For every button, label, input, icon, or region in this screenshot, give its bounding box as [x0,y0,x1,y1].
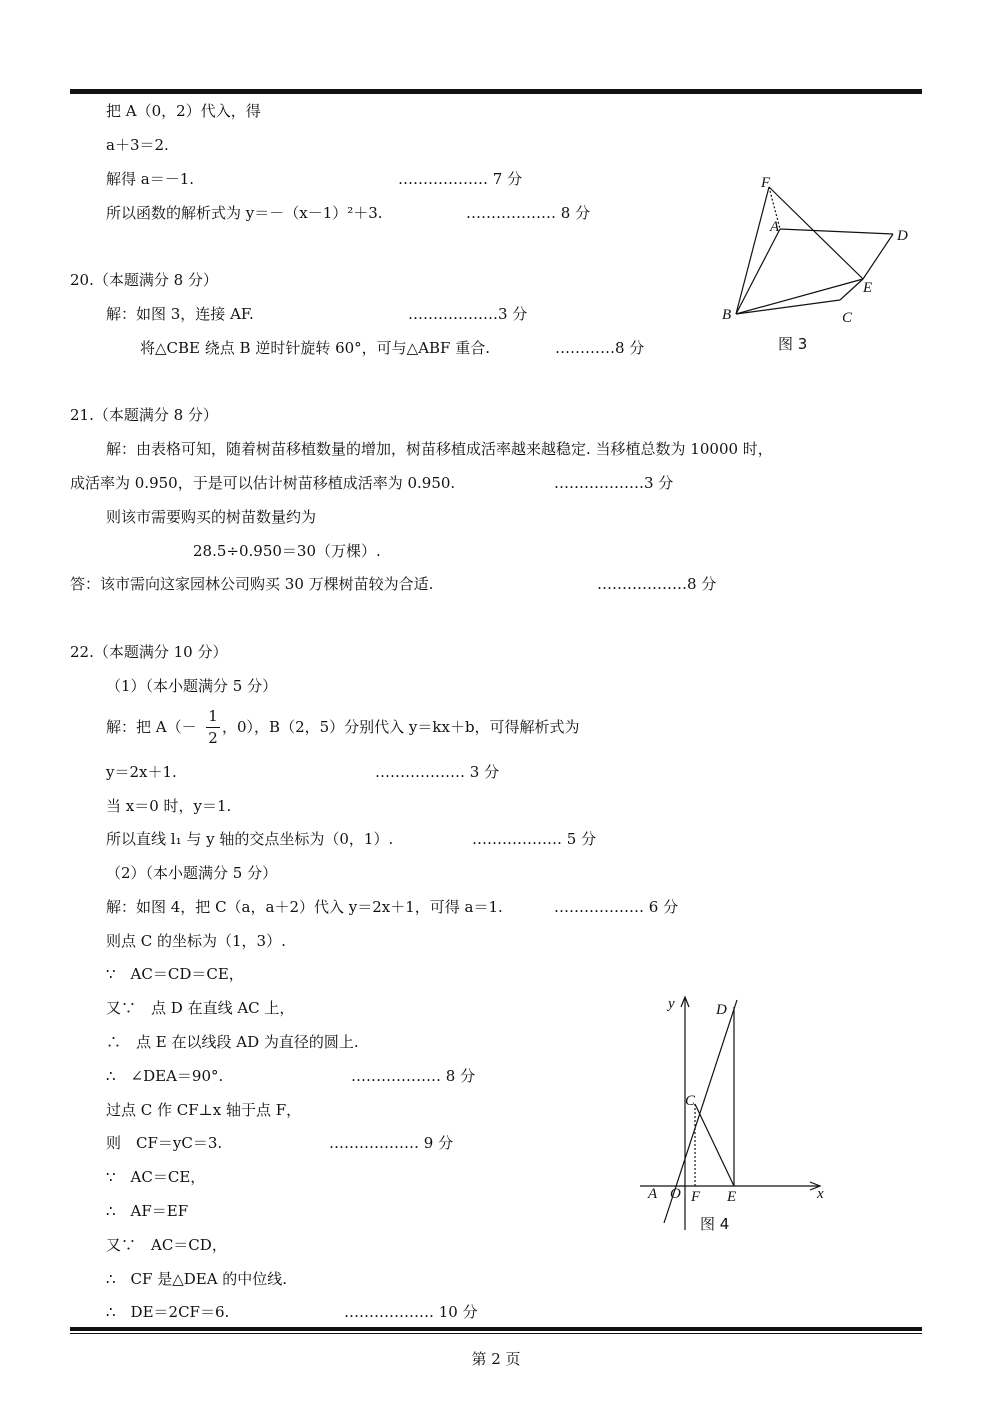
fraction-bar [206,727,220,728]
label-x: x [817,1186,824,1202]
text-line: 答：该市需向这家园林公司购买 30 万棵树苗较为合适. [70,575,434,593]
segment-AB [736,229,780,314]
figure-3-caption: 图 3 [778,335,808,353]
score-marker: ……………… 8 分 [351,1067,476,1085]
score-marker: ………………8 分 [597,575,717,593]
text-line: 成活率为 0.950，于是可以估计树苗移植成活率为 0.950. [70,474,456,492]
score-marker: ……………… 9 分 [329,1134,454,1152]
text-line: 解：如图 3，连接 AF. [106,305,254,323]
text-line: a＋3＝2. [106,136,169,154]
figure-4-caption: 图 4 [700,1215,730,1233]
text-line: 过点 C 作 CF⊥x 轴于点 F， [106,1101,302,1119]
text-line: ∴ AF＝EF [106,1202,189,1220]
label-O: O [670,1186,681,1202]
text-line: 又∵ 点 D 在直线 AC 上， [106,999,295,1017]
text-line: 则点 C 的坐标为（1，3）. [106,932,286,950]
text-line: 解：如图 4，把 C（a，a＋2）代入 y＝2x＋1，可得 a＝1. [106,898,503,916]
label-A: A [770,219,780,235]
footer-rule-thin [70,1333,922,1334]
score-marker: ……………… 7 分 [398,170,523,188]
segment-AD [780,229,893,234]
fraction-numerator: 1 [208,707,218,725]
subpart-heading: （1）（本小题满分 5 分） [106,677,278,695]
text-line: 则 CF＝yC＝3. [106,1134,223,1152]
label-A: A [648,1186,658,1202]
question-heading: 20.（本题满分 8 分） [70,271,218,289]
figure-4-diagram [630,985,850,1235]
label-F: F [691,1189,701,1205]
score-marker: ………………3 分 [554,474,674,492]
question-heading: 21.（本题满分 8 分） [70,406,218,424]
score-marker: ………………3 分 [408,305,528,323]
segment-FB [736,187,769,314]
question-heading: 22.（本题满分 10 分） [70,643,228,661]
text-line: ∵ AC＝CD＝CE， [106,965,244,983]
segment-FE [769,187,863,279]
text-line: 28.5÷0.950＝30（万棵）. [193,542,381,560]
label-E: E [727,1189,737,1205]
text-line: ，0），B（2，5）分别代入 y＝kx＋b，可得解析式为 [222,718,580,736]
text-line: ∴ DE＝2CF＝6. [106,1303,230,1321]
label-C: C [842,310,853,326]
figure-3-diagram [700,165,930,335]
text-line: 解：由表格可知，随着树苗移植数量的增加，树苗移植成活率越来越稳定. 当移植总数为 10000 时， [106,440,773,458]
text-line: 将△CBE 绕点 B 逆时针旋转 60°，可与△ABF 重合. [140,339,491,357]
footer-rule [70,1327,922,1331]
fraction-denominator: 2 [208,729,218,747]
score-marker: ……………… 3 分 [375,763,500,781]
text-line: ∴ 点 E 在以线段 AD 为直径的圆上. [106,1033,359,1051]
text-line: 把 A（0，2）代入，得 [106,102,261,120]
label-C: C [685,1093,696,1109]
text-line: 解得 a＝－1. [106,170,195,188]
score-marker: …………8 分 [555,339,645,357]
text-line: ∴ CF 是△DEA 的中位线. [106,1270,288,1288]
label-y: y [668,996,675,1012]
score-marker: ……………… 5 分 [472,830,597,848]
label-B: B [722,307,732,323]
text-line: 解：把 A（－ [106,718,197,736]
label-D: D [897,228,908,244]
score-marker: ……………… 6 分 [554,898,679,916]
text-line: 则该市需要购买的树苗数量约为 [106,508,317,526]
text-line: ∴ ∠DEA＝90°. [106,1067,224,1085]
page-number: 第 2 页 [471,1350,521,1368]
text-line: 当 x＝0 时，y＝1. [106,797,232,815]
segment-DE [863,234,893,279]
subpart-heading: （2）（本小题满分 5 分） [106,864,278,882]
label-D: D [716,1002,727,1018]
score-marker: ……………… 10 分 [344,1303,478,1321]
text-line: 又∵ AC＝CD， [106,1236,227,1254]
text-line: y＝2x＋1. [106,763,177,781]
segment-CE [695,1104,734,1186]
score-marker: ……………… 8 分 [466,204,591,222]
label-F: F [761,175,771,191]
text-line: ∵ AC＝CE， [106,1168,206,1186]
label-E: E [863,280,873,296]
header-rule [70,89,922,94]
segment-BC [736,300,840,314]
text-line: 所以直线 l₁ 与 y 轴的交点坐标为（0，1）. [106,830,394,848]
text-line: 所以函数的解析式为 y＝－（x－1）²＋3. [106,204,383,222]
